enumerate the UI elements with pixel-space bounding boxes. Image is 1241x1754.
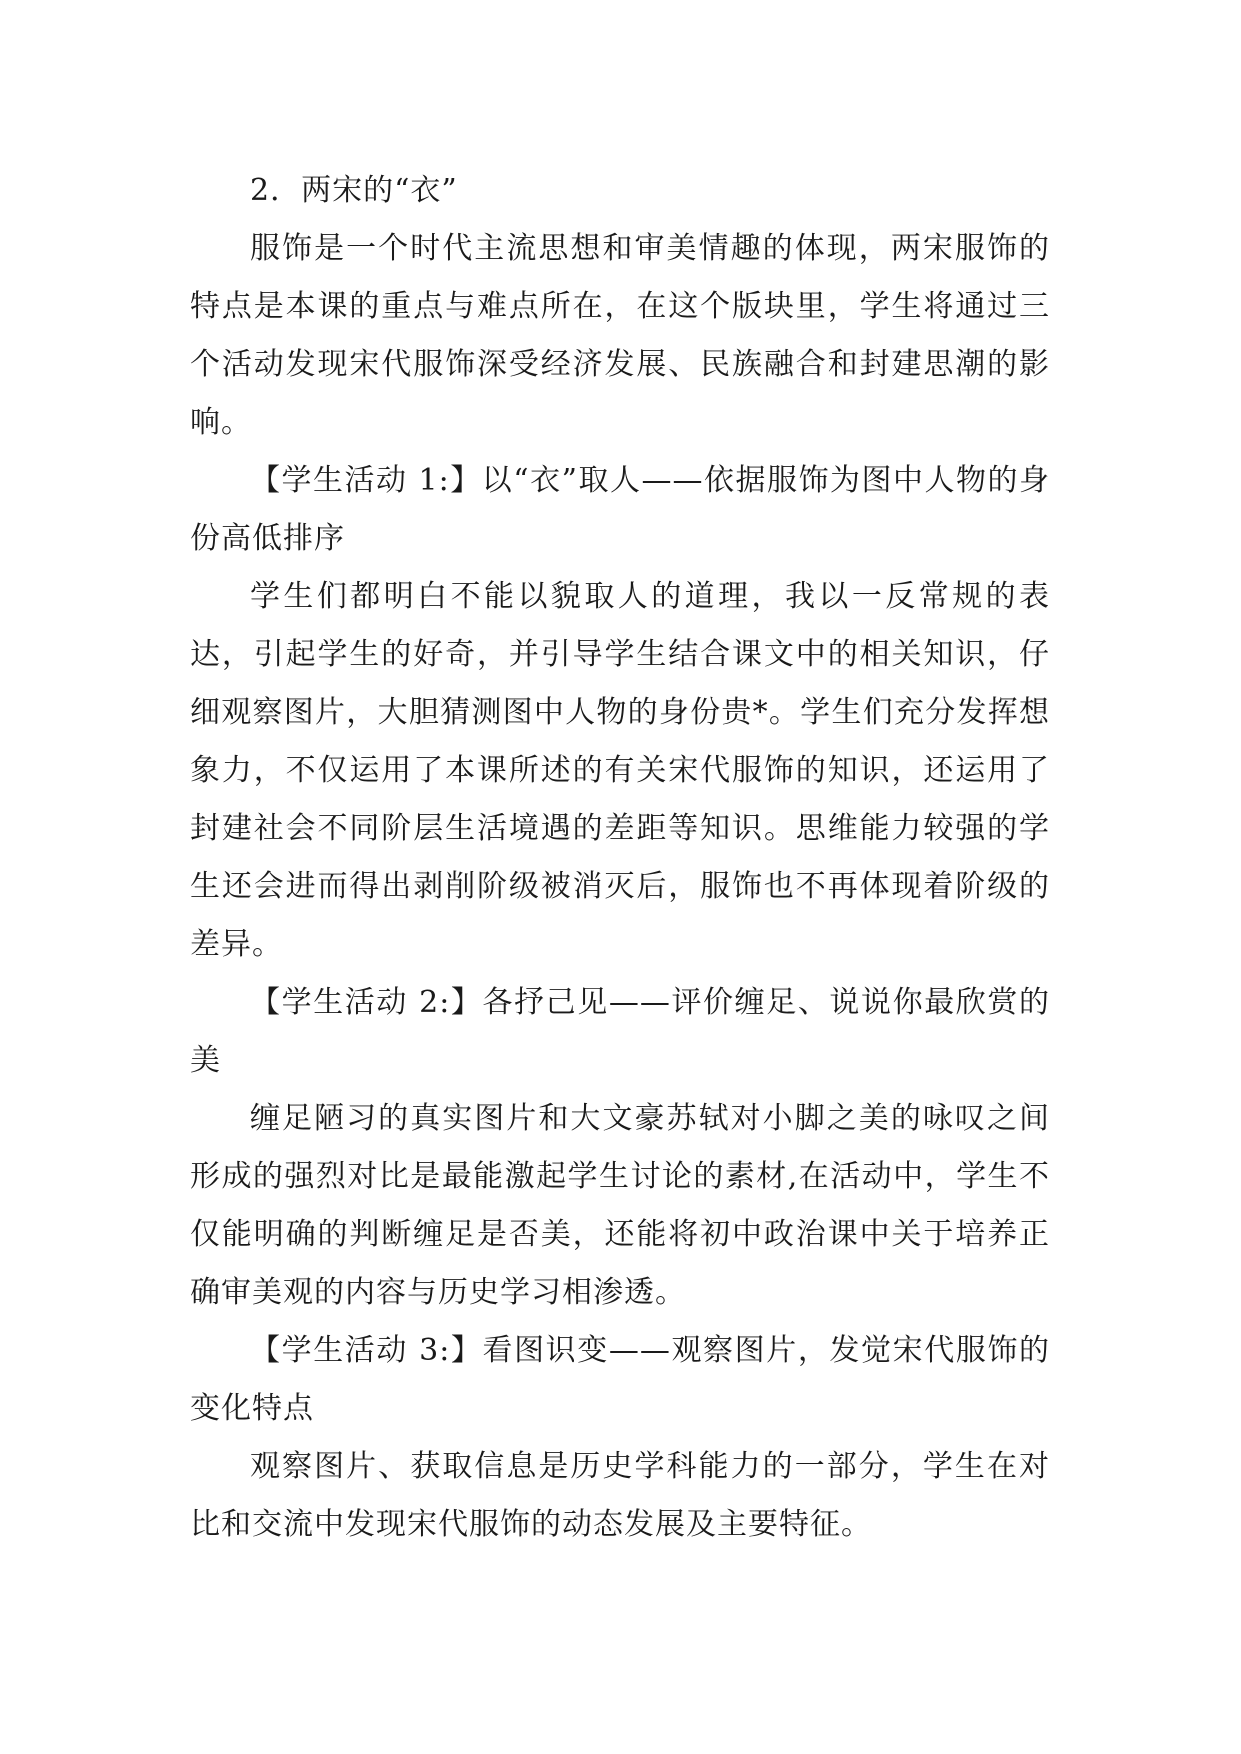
activity-3-body: 观察图片、获取信息是历史学科能力的一部分，学生在对比和交流中发现宋代服饰的动态发展及主要特征。: [190, 1449, 1050, 1542]
activity-1-body: 学生们都明白不能以貌取人的道理，我以一反常规的表达，引起学生的好奇，并引导学生结合课文中的相关知识，仔细观察图片，大胆猜测图中人物的身份贵*。学生们充分发挥想象力，不仅运用了本课所述的有关宋代服饰的知识，还运用了封建社会不同阶层生活境遇的差距等知识。思维能力较强的学生还会进而得出剥削阶级被消灭后，服饰也不再体现着阶级的差异。: [190, 579, 1050, 962]
activity-3-title: 【学生活动 3:】看图识变——观察图片，发觉宋代服饰的变化特点: [190, 1333, 1050, 1426]
section-heading: 2．两宋的“衣”: [250, 173, 458, 208]
document-body: [190, 162, 1050, 1554]
activity-2-body: 缠足陋习的真实图片和大文豪苏轼对小脚之美的咏叹之间形成的强烈对比是最能激起学生讨论的素材,在活动中，学生不仅能明确的判断缠足是否美，还能将初中政治课中关于培养正确审美观的内容与历史学习相渗透。: [190, 1101, 1050, 1310]
paragraph-intro: 服饰是一个时代主流思想和审美情趣的体现，两宋服饰的特点是本课的重点与难点所在，在这个版块里，学生将通过三个活动发现宋代服饰深受经济发展、民族融合和封建思潮的影响。: [190, 231, 1050, 440]
activity-1-title: 【学生活动 1:】以“衣”取人——依据服饰为图中人物的身份高低排序: [190, 463, 1050, 556]
activity-2-title: 【学生活动 2:】各抒己见——评价缠足、说说你最欣赏的美: [190, 985, 1050, 1078]
